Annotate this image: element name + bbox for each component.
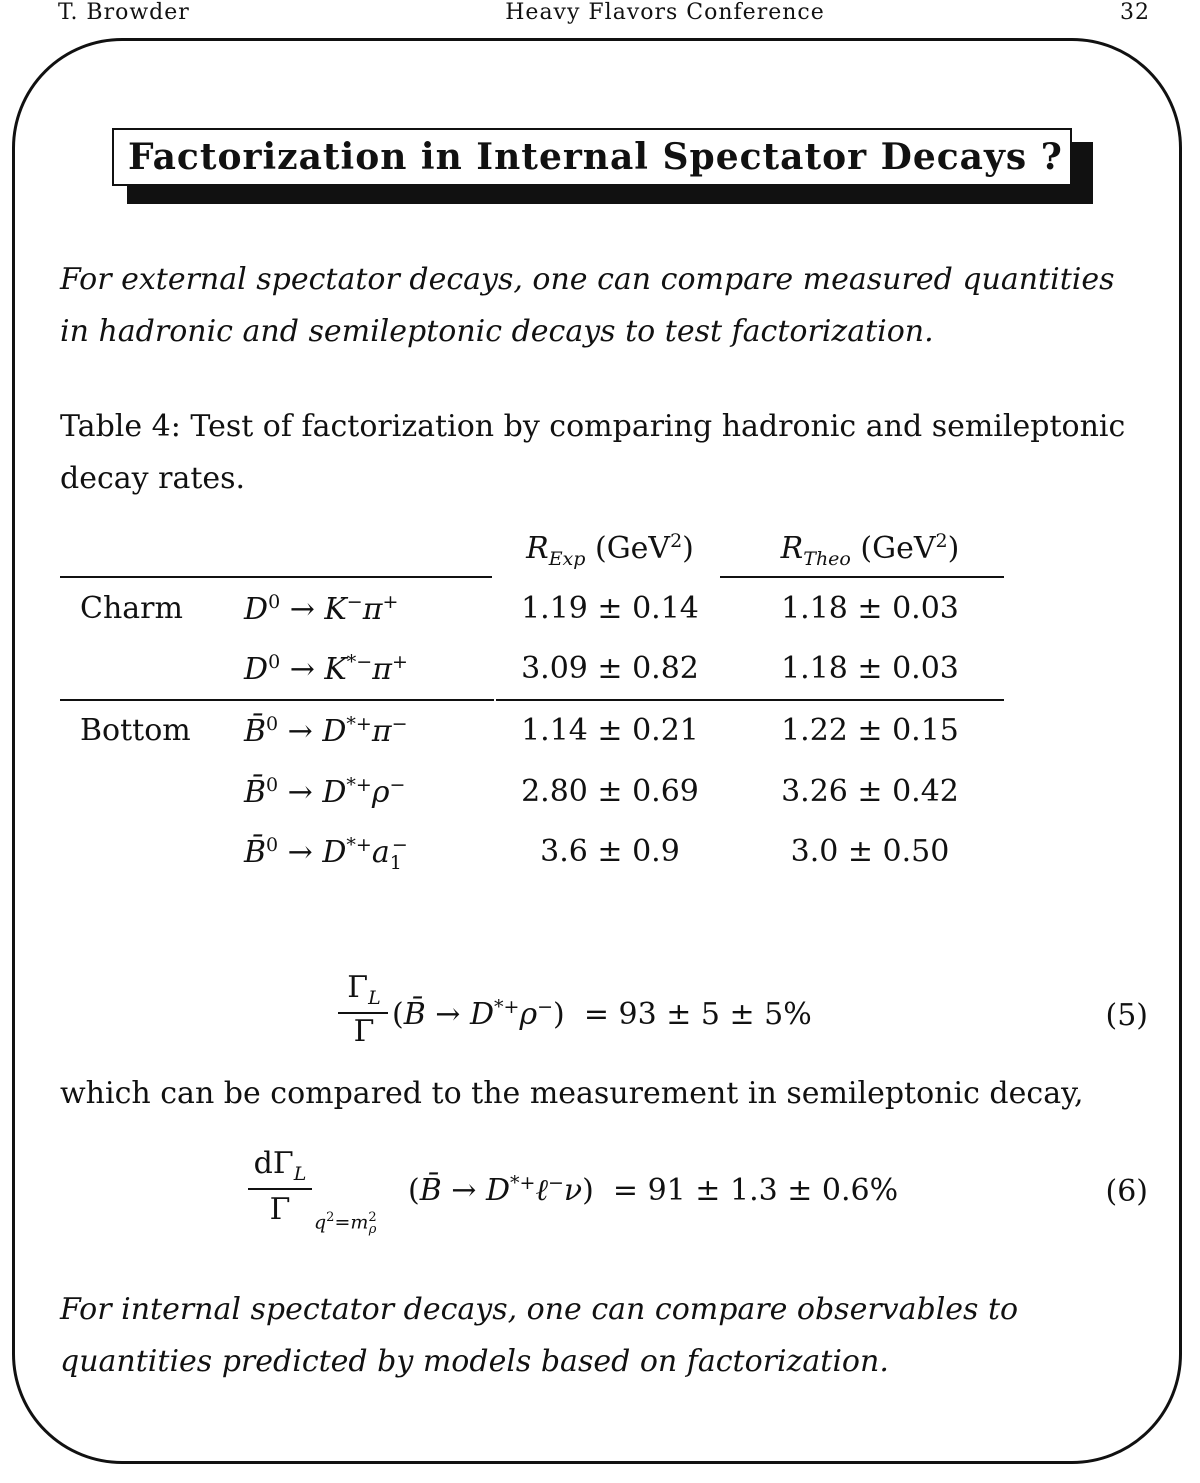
table-rule-mid-right — [496, 699, 1004, 701]
process-d0-kstarpi: $D^0 \to K^{*-}\pi^+$ — [244, 651, 408, 687]
header-author: T. Browder — [58, 0, 190, 25]
eq5-number: (5) — [1105, 998, 1148, 1033]
group-label-bottom: Bottom — [80, 713, 191, 748]
slide-title: Factorization in Internal Spectator Decays ? — [112, 128, 1072, 186]
process-d0-kpi: $D^0 \to K^-\pi^+$ — [244, 591, 399, 627]
page-header — [0, 0, 1200, 30]
table-cell-exp: 1.14 ± 0.21 — [521, 713, 699, 748]
header-r-theo: $R_{Theo}$ (GeV$^2$) — [780, 530, 960, 570]
table-cell-theo: 3.0 ± 0.50 — [790, 834, 950, 869]
process-b0-dstarrho: B̄$^0$ → D*+ρ− — [244, 774, 406, 810]
table-cell-exp: 2.80 ± 0.69 — [521, 774, 699, 809]
between-text: which can be compared to the measurement in semileptonic decay, — [60, 1076, 1084, 1111]
eq6-numerator: $d\Gamma_L$ — [253, 1146, 307, 1185]
eq5-denominator: Γ — [353, 1014, 375, 1049]
header-r-exp: $R_{Exp}$ (GeV$^2$) — [526, 530, 694, 570]
eq5-body: (B̄ → D*+ρ−) = 93 ± 5 ± 5% — [392, 996, 812, 1032]
header-page-number: 32 — [1120, 0, 1150, 25]
eq6-body: (B̄ → D*+ℓ−ν) = 91 ± 1.3 ± 0.6% — [408, 1172, 899, 1208]
table-cell-theo: 1.22 ± 0.15 — [781, 713, 959, 748]
table-caption: Table 4: Test of factorization by comparing hadronic and semileptonic decay rates. — [60, 409, 1126, 496]
process-b0-dstarpi: B̄$^0$ → D*+π− — [244, 713, 408, 749]
outro-text: For internal spectator decays, one can compare observables to quantities predicted by models based on factorization. — [60, 1292, 1019, 1379]
table-cell-exp: 3.09 ± 0.82 — [521, 651, 699, 686]
group-label-charm: Charm — [80, 591, 183, 626]
table-cell-exp: 3.6 ± 0.9 — [540, 834, 680, 869]
slide-frame — [12, 38, 1182, 1464]
eq6-fraction-bar — [248, 1188, 312, 1190]
table-rule-top-left — [60, 576, 492, 578]
eq6-subscript: $q^2=m^2_\rho$ — [314, 1210, 377, 1238]
title-box — [112, 128, 1072, 186]
table-cell-theo: 1.18 ± 0.03 — [781, 591, 959, 626]
eq6-denominator: Γ — [269, 1192, 291, 1227]
table-rule-top-right — [720, 576, 1004, 578]
header-conference: Heavy Flavors Conference — [505, 0, 825, 25]
process-b0-dstara1: B̄$^0$ → $D^{*+}a_1^-$ — [244, 834, 408, 874]
table-rule-mid-left — [60, 699, 494, 701]
eq6-number: (6) — [1105, 1174, 1148, 1209]
table-cell-theo: 3.26 ± 0.42 — [781, 774, 959, 809]
table-cell-theo: 1.18 ± 0.03 — [781, 651, 959, 686]
table-cell-exp: 1.19 ± 0.14 — [521, 591, 699, 626]
eq5-numerator: $\Gamma_L$ — [347, 970, 381, 1009]
intro-text: For external spectator decays, one can compare measured quantities in hadronic and semileptonic decays to test factorization. — [60, 262, 1115, 349]
